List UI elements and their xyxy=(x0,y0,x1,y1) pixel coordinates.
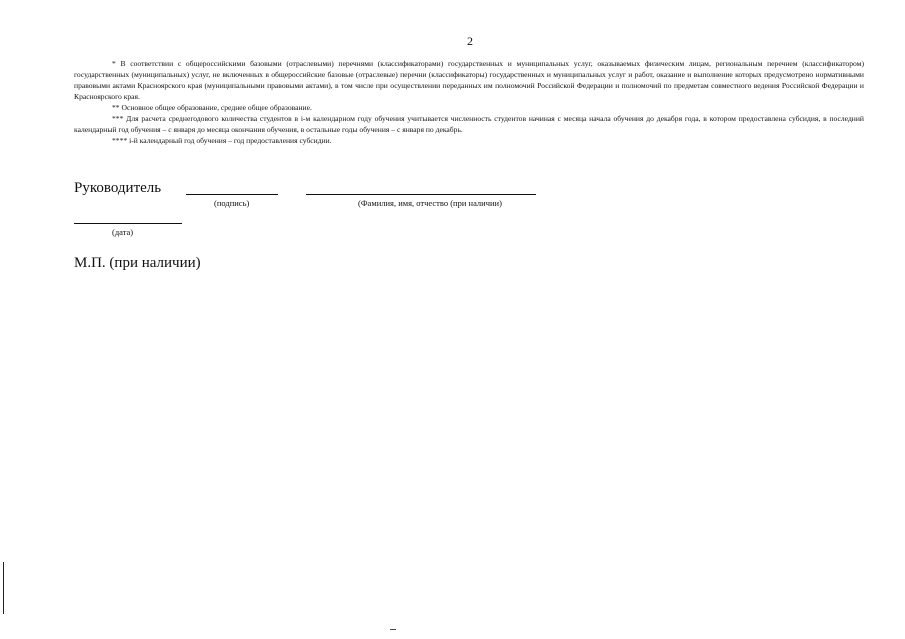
page-number: 2 xyxy=(467,34,473,48)
signature-caption: (подпись) xyxy=(214,198,250,208)
footnote-3: *** Для расчета среднегодового количества студентов в i-м календарном году обучения учитывается численность студентов начиная с месяца начала обучения до декабря года, в котором предоставлена субсидия, в последний календарный год обучения – с января до месяца окончания обучения, в остальные годы обучения – с января по декабрь. xyxy=(74,114,864,134)
footnote-4: **** i-й календарный год обучения – год предоставления субсидии. xyxy=(112,136,332,145)
date-caption: (дата) xyxy=(112,227,134,237)
head-label: Руководитель xyxy=(74,180,162,196)
signature-row xyxy=(74,180,554,210)
scan-margin-mark xyxy=(3,562,4,614)
stamp-label: М.П. (при наличии) xyxy=(74,255,201,271)
signature-line xyxy=(186,194,278,195)
scan-bottom-mark xyxy=(390,629,396,630)
full-name-caption: (Фамилия, имя, отчество (при наличии) xyxy=(358,198,502,208)
footnote-1: * В соответствии с общероссийскими базовыми (отраслевыми) перечнями (классификаторами) государственных и муниципальных услуг, оказываемых физическим лицам, региональным перечнем (классификатором) государственных (муниципальных) услуг, не включенных в общероссийские базовые (отраслевые) перечни (классификаторы) государственных и муниципальных услуг и работ, оказание и выполнение которых предусмотрено нормативными правовыми актами Красноярского края (муниципальными правовыми актами), в том числе при осуществлении переданных им полномочий Российской Федерации и полномочий по предметам совместного ведения Российской Федерации и Красноярского края. xyxy=(74,59,864,101)
footnote-2: ** Основное общее образование, среднее общее образование. xyxy=(112,103,312,112)
footnotes-block xyxy=(74,58,864,146)
date-line xyxy=(74,223,182,224)
full-name-line xyxy=(306,194,536,195)
